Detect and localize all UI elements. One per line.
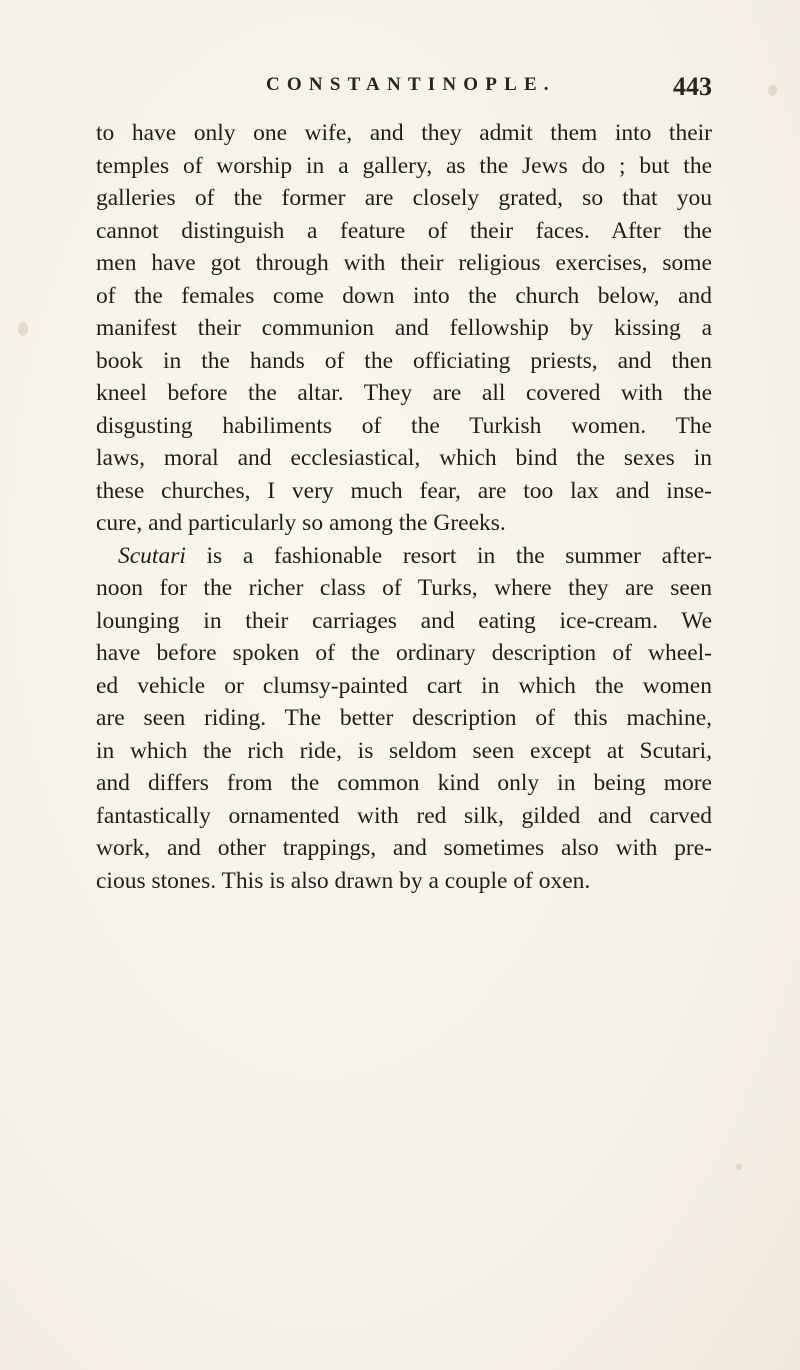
italic-place-name: Scutari <box>118 542 186 569</box>
text-line: work, and other trappings, and sometimes also with pre- <box>96 835 712 861</box>
text-line: have before spoken of the ordinary description of wheel- <box>96 640 712 666</box>
text-span: is a fashionable resort in the summer after- <box>185 542 712 569</box>
text-line: manifest their communion and fellowship by kissing a <box>96 315 712 341</box>
text-line: disgusting habiliments of the Turkish women. The <box>96 412 712 439</box>
text-line: ed vehicle or clumsy-painted cart in which the women <box>96 672 712 699</box>
running-head: CONSTANTINOPLE. <box>266 74 556 95</box>
text-line: kneel before the altar. They are all covered with the <box>96 380 712 406</box>
foxing-spot <box>736 1163 742 1170</box>
text-line: galleries of the former are closely grated, so that you <box>96 185 712 211</box>
foxing-spot <box>768 85 777 96</box>
text-line: fantastically ornamented with red silk, gilded and carved <box>96 802 712 829</box>
foxing-spot <box>18 322 28 336</box>
text-line: these churches, I very much fear, are too lax and inse- <box>96 477 712 504</box>
text-line: temples of worship in a gallery, as the Jews do ; but the <box>96 152 712 179</box>
text-line: lounging in their carriages and eating ice-cream. We <box>96 607 712 634</box>
text-line: to have only one wife, and they admit them into their <box>96 120 712 146</box>
text-line: book in the hands of the officiating priests, and then <box>96 347 712 374</box>
text-line: noon for the richer class of Turks, where they are seen <box>96 575 712 601</box>
text-line: cure, and particularly so among the Greeks. <box>96 510 506 536</box>
text-line: in which the rich ride, is seldom seen except at Scutari, <box>96 737 712 764</box>
text-line: are seen riding. The better description of this machine, <box>96 705 712 731</box>
text-line: and differs from the common kind only in being more <box>96 770 712 796</box>
text-line: cious stones. This is also drawn by a couple of oxen. <box>96 867 591 894</box>
text-line: laws, moral and ecclesiastical, which bind the sexes in <box>96 445 712 471</box>
text-line: men have got through with their religious exercises, some <box>96 250 712 276</box>
page-header <box>96 74 712 108</box>
text-line: cannot distinguish a feature of their faces. After the <box>96 217 712 244</box>
text-line: of the females come down into the church below, and <box>96 282 712 309</box>
body-text <box>96 117 712 897</box>
paragraph-first-line <box>96 540 712 573</box>
page-number: 443 <box>673 72 712 101</box>
